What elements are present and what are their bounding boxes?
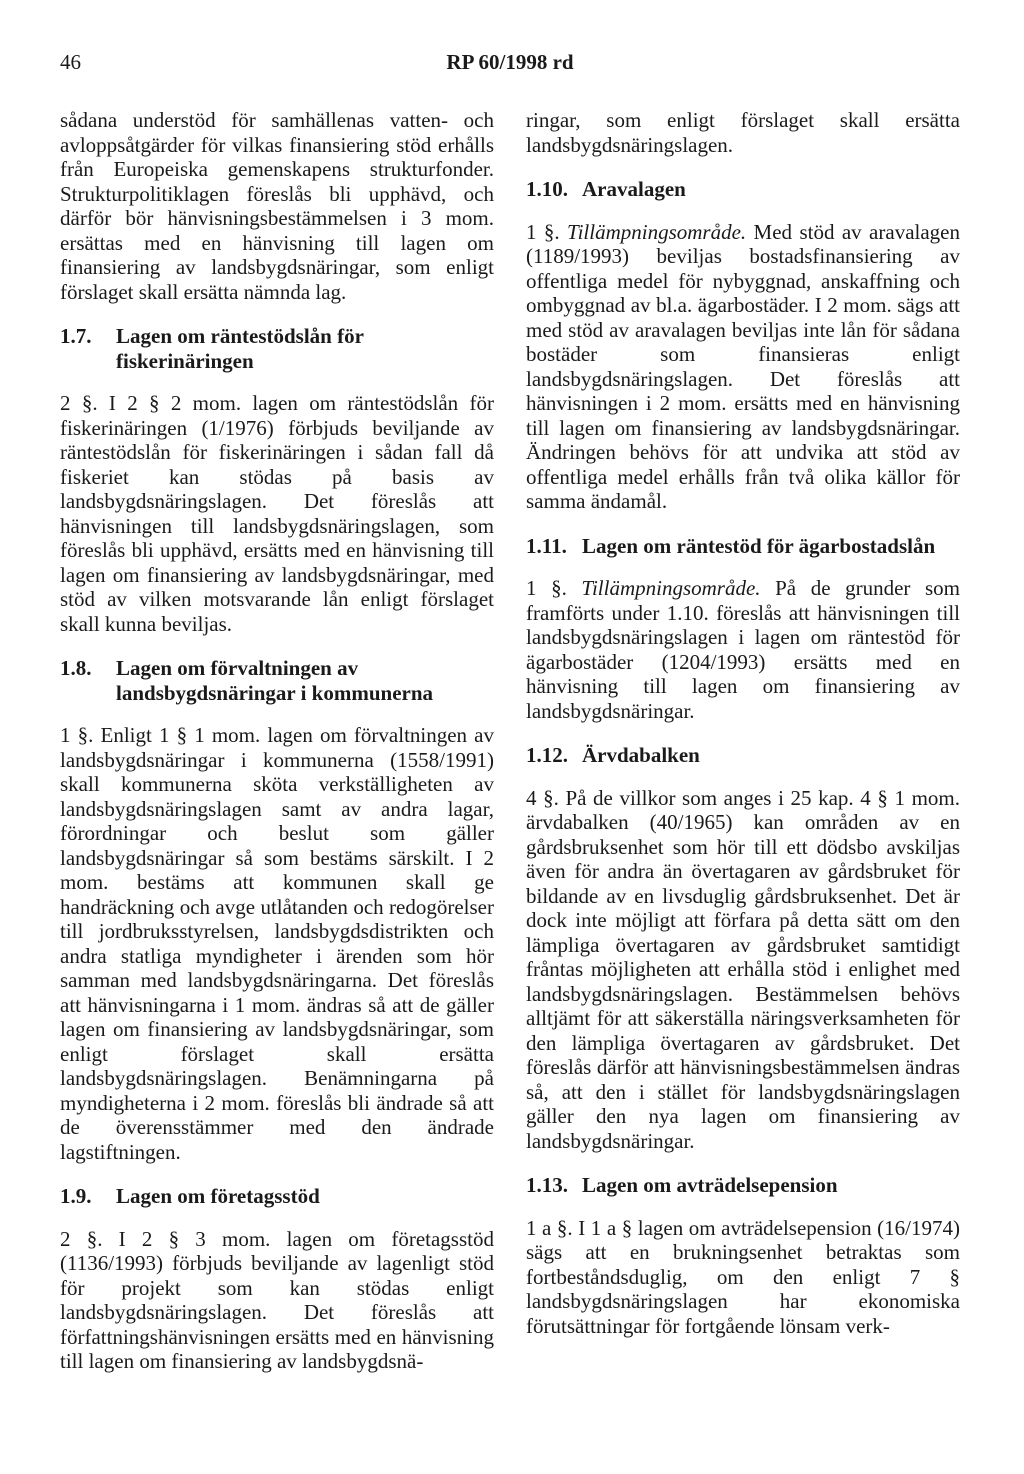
heading-number: 1.10. [526,177,568,201]
paragraph-1-9: 2 §. I 2 § 3 mom. lagen om företagsstöd (1136/1993) förbjuds beviljande av lagenligt stöd för projekt som kan stödas enligt landsbygdsnäringslagen. Det föreslås att författningshänvisningen ersätts med en hänvisning till lagen om finansiering av landsbygdsnä- [60,1226,494,1373]
left-column [60,108,494,1374]
heading-1-11 [526,534,960,559]
page-header [60,50,960,80]
heading-number: 1.11. [526,533,567,558]
heading-number: 1.13. [526,1173,568,1197]
page-number: 46 [60,50,81,74]
heading-1-12 [526,743,960,768]
section-italic-title: Tillämpningsområde. [567,219,747,244]
section-lead: 1 §. [526,219,568,244]
paragraph-1-13: 1 a §. I 1 a § lagen om avträdelsepension (16/1974) sägs att en brukningsenhet betraktas som fortbeståndsduglig, om den enligt 7 § landsbygdsnäringslagen har ekonomiska förutsättningar för fortgående lönsam verk- [526,1215,960,1338]
paragraph-intro: sådana understöd för samhällenas vatten- och avloppsåtgärder för vilkas finansiering stöd erhålls från Europeiska gemenskapens strukturfonder. Strukturpolitiklagen föreslås bli upphävd, och därför bör hänvisningsbestämmelsen i 3 mom. ersättas med en hänvisning till lagen om finansiering av landsbygdsnäringar, som enligt förslaget skall ersätta nämnda lag. [60,108,494,304]
paragraph-1-11 [526,576,960,723]
heading-number: 1.12. [526,743,568,767]
right-column [526,108,960,1338]
paragraph-1-12: 4 §. På de villkor som anges i 25 kap. 4 § 1 mom. ärvdabalken (40/1965) kan områden av en gårdsbruksenhet som hör till ett dödsbo avskiljas även för andra än övertagaren av gårdsbruket för bildande av en livsduglig gårdsbruksenhet. Det är dock inte möjligt att förfara på detta sätt om den lämpliga övertagaren av gårdsbruket samtidigt fråntas möjligheten att erhålla stöd i enlighet med landsbygdsnäringslagen. Bestämmelsen behövs alltjämt för att säkerställa näringsverksamheten för den lämpliga övertagaren av gårdsbruket. Det föreslås därför att hänvisningsbestämmelsen ändras så, att den i stället för landsbygdsnäringslagen gäller den nya lagen om finansiering av landsbygdsnäringar. [526,785,960,1153]
heading-1-7 [60,324,494,373]
section-lead: 1 §. [526,576,582,600]
section-italic-title: Tillämpningsområde. [581,576,761,600]
heading-1-13 [526,1173,960,1198]
paragraph-1-10 [526,220,960,514]
heading-title: Lagen om förvaltningen av landsbygdsnäringar i kommunerna [116,656,434,705]
heading-title: Lagen om räntestödslån för fiskerinäringen [116,324,364,373]
document-id: RP 60/1998 rd [446,50,574,74]
heading-title: Ärvdabalken [582,743,700,767]
section-body: På de grunder som framförts under 1.10. föreslås att hänvisningen till landsbygdsnäringslagen i lagen om räntestöd för ägarbostäder (1204/1993) ersätts med en hänvisning till lagen om finansiering av landsbygdsnäringar. [526,576,960,723]
heading-title: Lagen om företagsstöd [116,1184,320,1208]
heading-title: Lagen om räntestöd för ägarbostadslån [582,533,936,558]
paragraph-1-8: 1 §. Enligt 1 § 1 mom. lagen om förvaltningen av landsbygdsnäringar i kommunerna (1558/1991) skall kommunerna sköta verkställigheten av landsbygdsnäringslagen samt av andra lagar, förordningar och beslut som gäller landsbygdsnäringar så som bestäms särskilt. I 2 mom. bestäms att kommunen skall ge handräckning och avge utlåtanden och redogörelser till jordbruksstyrelsen, landsbygdsdistrikten och andra statliga myndigheter i ärenden som hör samman med landsbygdsnäringarna. Det föreslås att hänvisningarna i 1 mom. ändras så att de gäller lagen om finansiering av landsbygdsnäringar, som enligt förslaget skall ersätta landsbygdsnäringslagen. Benämningarna på myndigheterna i 2 mom. föreslås bli ändrade så att de överensstämmer med den ändrade lagstiftningen. [60,723,494,1164]
heading-number: 1.9. [60,1184,92,1208]
section-body: Med stöd av aravalagen (1189/1993) beviljas bostadsfinansiering av offentliga medel för nybyggnad, anskaffning och ombyggnad av bl.a. ägarbostäder. I 2 mom. sägs att med stöd av aravalagen beviljas inte lån för sådana bostäder som finansieras enligt landsbygdsnäringslagen. Det föreslås att hänvisningen i 2 mom. ersätts med en hänvisning till lagen om finansiering av landsbygdsnäringar. Ändringen behövs för att undvika att stöd av offentliga medel erhålls från två olika källor för samma ändamål. [526,219,960,513]
heading-1-10 [526,177,960,202]
heading-number: 1.7. [60,324,92,348]
paragraph-continuation: ringar, som enligt förslaget skall ersätta landsbygdsnäringslagen. [526,108,960,157]
heading-1-8 [60,656,494,705]
paragraph-1-7: 2 §. I 2 § 2 mom. lagen om räntestödslån för fiskerinäringen (1/1976) förbjuds beviljande av räntestödslån för fiskerinäringen i sådan fall då fiskeriet kan stödas på basis av landsbygdsnäringslagen. Det föreslås att hänvisningen till landsbygdsnäringslagen, som föreslås bli upphävd, ersätts med en hänvisning till lagen om finansiering av landsbygdsnäringar, med stöd av vilken motsvarande lån enligt förslaget skall kunna beviljas. [60,391,494,636]
heading-1-9 [60,1184,494,1209]
heading-number: 1.8. [60,656,92,680]
heading-title: Aravalagen [582,177,686,201]
heading-title: Lagen om avträdelsepension [582,1173,838,1197]
